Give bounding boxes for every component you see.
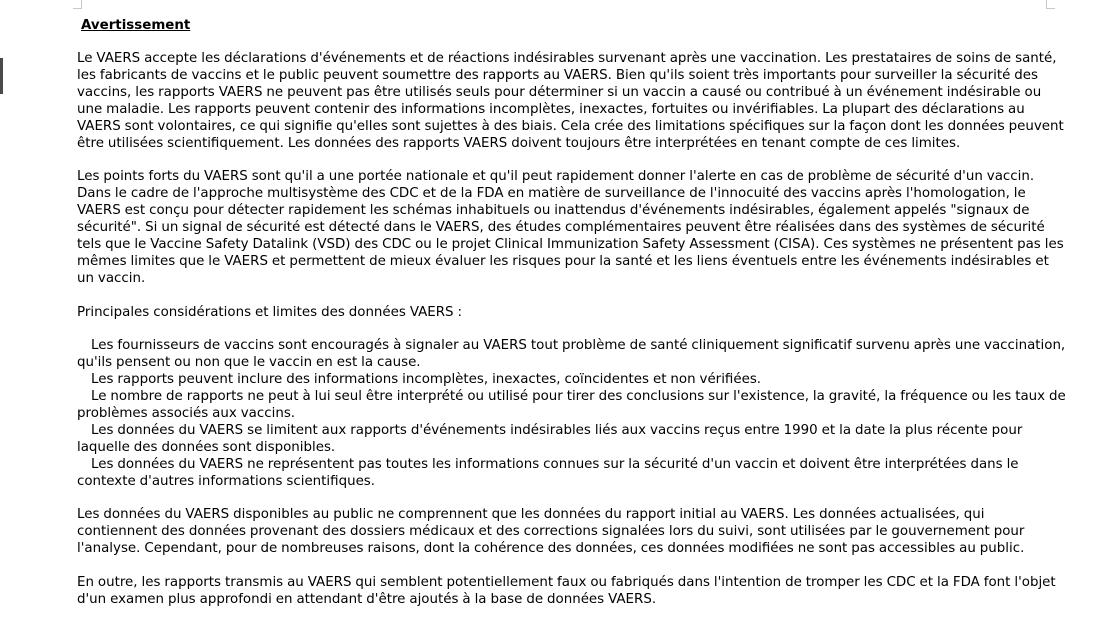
list-item: Les données du VAERS se limitent aux rapports d'événements indésirables liés aux vaccins reçus entre 1990 et la date la plus récente pour laquelle des données sont disponibles. xyxy=(77,422,1023,455)
considerations-list xyxy=(77,338,1067,490)
document-heading: Avertissement xyxy=(81,18,191,33)
list-item: Le nombre de rapports ne peut à lui seul être interprété ou utilisé pour tirer des conclusions sur l'existence, la gravité, la fréquence ou les taux de problèmes associés aux vaccins. xyxy=(77,389,1066,421)
page-corner-mark-right xyxy=(1046,0,1055,9)
paragraph-considerations-title: Principales considérations et limites des données VAERS : xyxy=(77,304,463,320)
list-item: Les données du VAERS ne représentent pas toutes les informations connues sur la sécurité d'un vaccin et doivent être interprétées dans le contexte d'autres informations scientifiques. xyxy=(77,456,1019,489)
list-item: Les rapports peuvent inclure des informations incomplètes, inexactes, coïncidentes et non vérifiées. xyxy=(91,372,762,388)
text-cursor-marker xyxy=(0,58,3,94)
page-corner-mark-left xyxy=(73,0,82,9)
document-body[interactable] xyxy=(77,17,1067,626)
list-item: Les fournisseurs de vaccins sont encouragés à signaler au VAERS tout problème de santé cliniquement significatif survenu après une vaccination, qu'ils pensent ou non que le vaccin en est la cause. xyxy=(77,338,1066,371)
paragraph-public-data: Les données du VAERS disponibles au public ne comprennent que les données du rapport initial au VAERS. Les données actualisées, qui contiennent des données provenant des dossiers médicaux et des corrections signalées lors du suivi, sont utilisées par le gouvernement pour l'analyse. Cependant, pour de nombreuses raisons, dont la cohérence des données, ces données modifiées ne sont pas accessibles au public. xyxy=(77,507,1025,557)
paragraph-intro: Le VAERS accepte les déclarations d'événements et de réactions indésirables survenant après une vaccination. Les prestataires de soins de santé, les fabricants de vaccins et le public peuvent soumettre des rapports au VAERS. Bien qu'ils soient très importants pour surveiller la sécurité des vaccins, les rapports VAERS ne peuvent pas être utilisés seuls pour déterminer si un vaccin a causé ou contribué à un événement indésirable ou une maladie. Les rapports peuvent contenir des informations incomplètes, inexactes, fortuites ou invérifiables. La plupart des déclarations au VAERS sont volontaires, ce qui signifie qu'elles sont sujettes à des biais. Cela crée des limitations spécifiques sur la façon dont les données peuvent être utilisées scientifiquement. Les données des rapports VAERS doivent toujours être interprétées en tenant compte de ces limites. xyxy=(77,51,1064,151)
paragraph-false-reports: En outre, les rapports transmis au VAERS qui semblent potentiellement faux ou fabriqués dans l'intention de tromper les CDC et la FDA font l'objet d'un examen plus approfondi en attendant d'être ajoutés à la base de données VAERS. xyxy=(77,575,1056,607)
paragraph-strengths: Les points forts du VAERS sont qu'il a une portée nationale et qu'il peut rapidement donner l'alerte en cas de problème de sécurité d'un vaccin. Dans le cadre de l'approche multisystème des CDC et de la FDA en matière de surveillance de l'innocuité des vaccins après l'homologation, le VAERS est conçu pour détecter rapidement les schémas inhabituels ou inattendus d'événements indésirables, également appelés "signaux de sécurité". Si un signal de sécurité est détecté dans le VAERS, des études complémentaires peuvent être réalisées dans des systèmes de sécurité tels que le Vaccine Safety Datalink (VSD) des CDC ou le projet Clinical Immunization Safety Assessment (CISA). Ces systèmes ne présentent pas les mêmes limites que le VAERS et permettent de mieux évaluer les risques pour la santé et les liens éventuels entre les événements indésirables et un vaccin. xyxy=(77,169,1064,286)
